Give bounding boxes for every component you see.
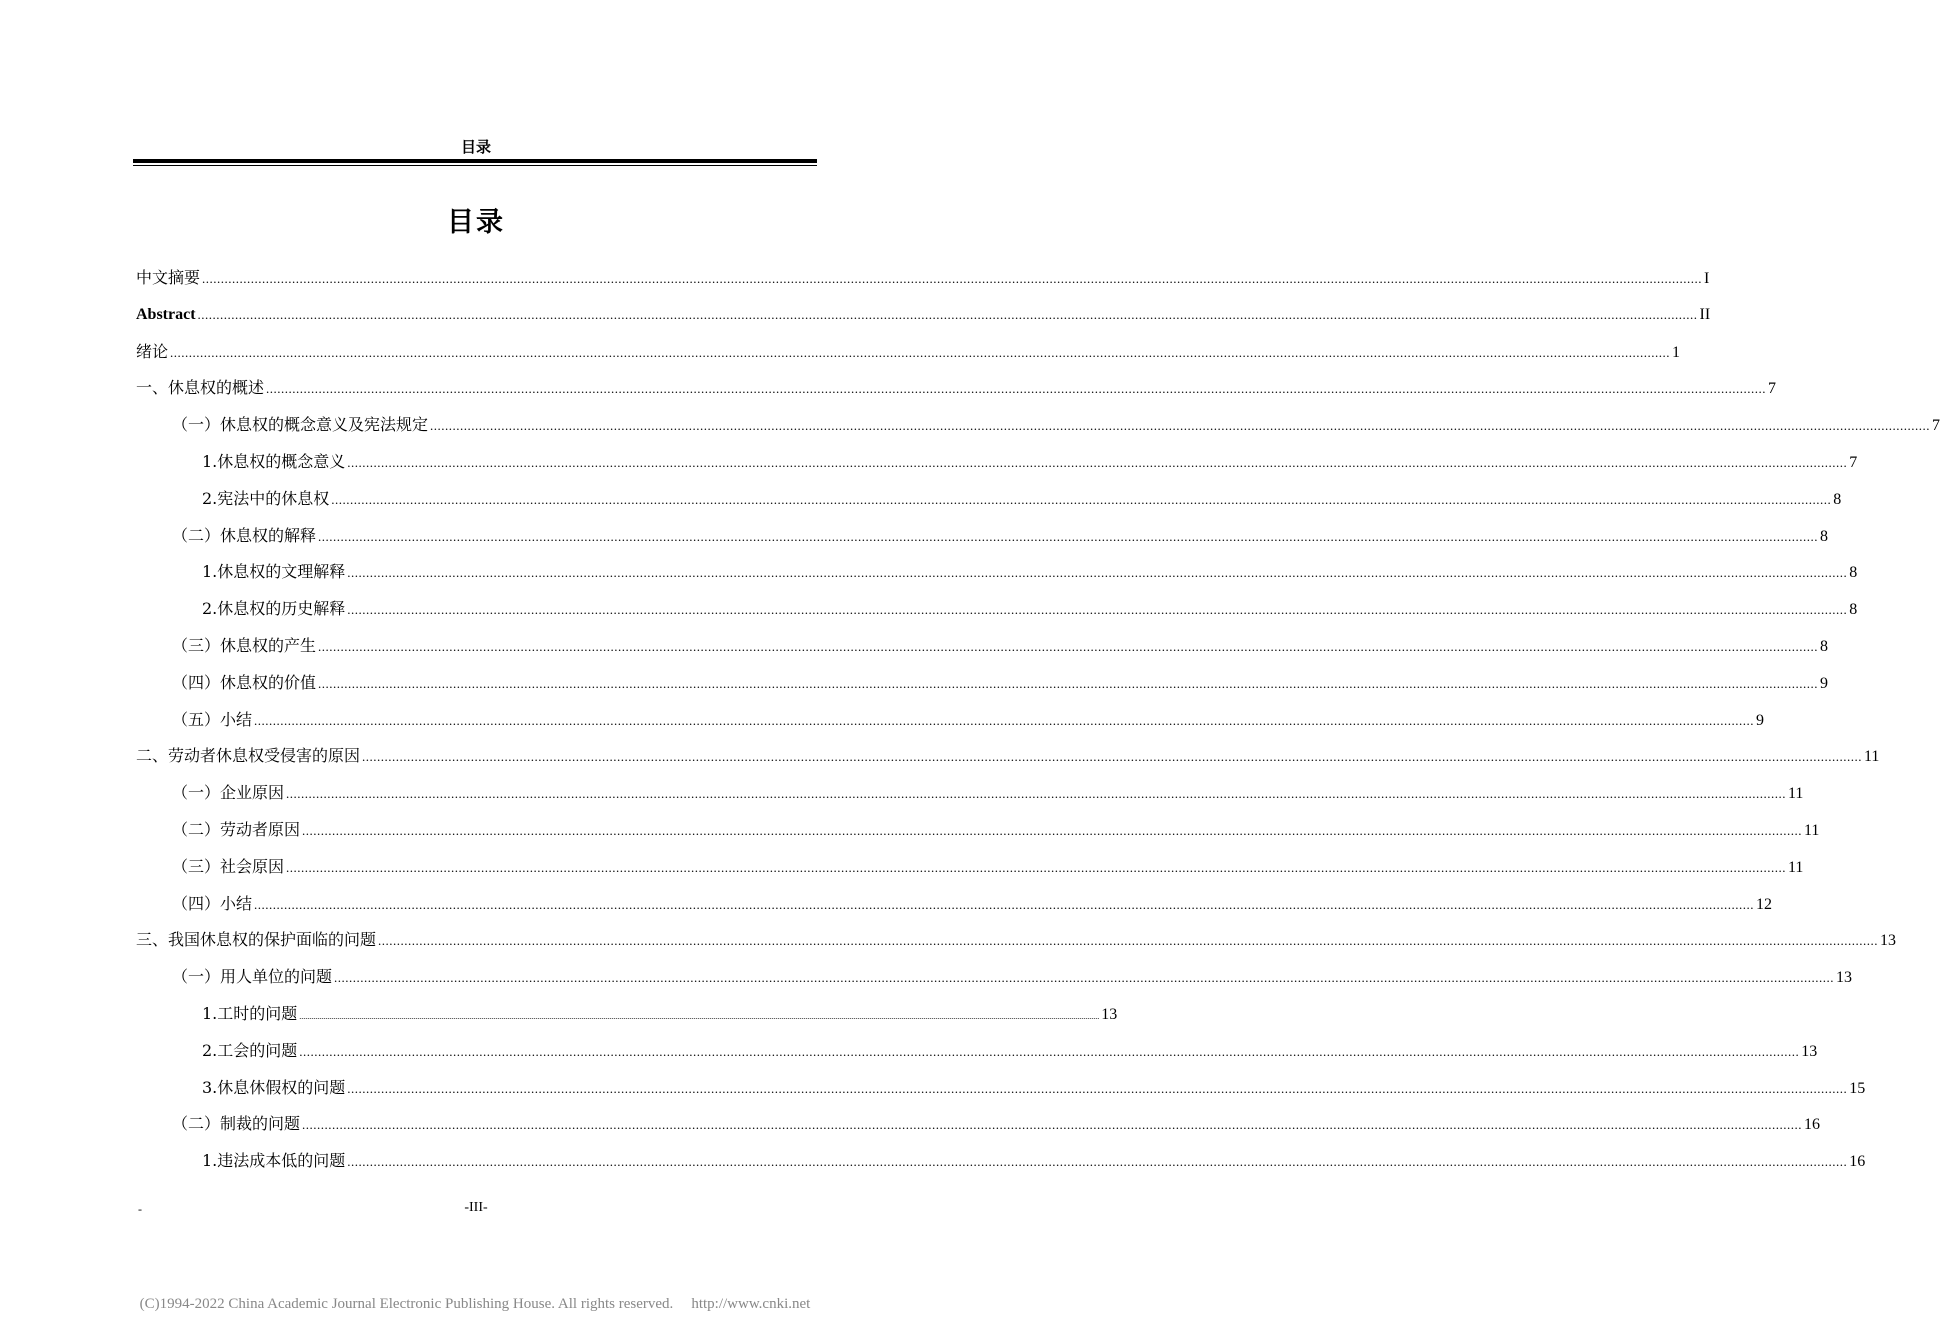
toc-dot-leader: ................................................................................................................................................................................................................................................................................................................................................................................................................ xyxy=(430,418,1931,433)
toc-entry-page: 11 xyxy=(1788,785,1804,802)
toc-entry[interactable] xyxy=(136,303,1711,327)
toc-dot-leader: ................................................................................................................................................................................................................................................................................................................................................................................................................ xyxy=(299,1012,1100,1021)
toc-entry-label: 1.休息权的文理解释 xyxy=(202,562,346,581)
toc-dot-leader: ................................................................................................................................................................................................................................................................................................................................................................................................................ xyxy=(347,602,1848,617)
toc-entry[interactable] xyxy=(202,487,1842,511)
toc-entry[interactable] xyxy=(172,1112,1821,1136)
toc-entry-page: 16 xyxy=(1804,1116,1821,1133)
toc-dot-leader: ................................................................................................................................................................................................................................................................................................................................................................................................................ xyxy=(318,639,1819,654)
toc-entry[interactable] xyxy=(172,708,1765,732)
header-rule-thin xyxy=(133,165,817,166)
toc-entry-page: 9 xyxy=(1756,712,1765,729)
copyright-notice xyxy=(0,1296,950,1313)
toc-entry-label: （一）休息权的概念意义及宪法规定 xyxy=(172,415,429,434)
toc-entry-label: （三）休息权的产生 xyxy=(172,636,317,655)
toc-entry-label: （三）社会原因 xyxy=(172,857,285,876)
toc-entry[interactable] xyxy=(136,340,1681,364)
footer-page-number: -III- xyxy=(464,1200,488,1215)
toc-entry-label: 一、休息权的概述 xyxy=(136,378,265,397)
toc-entry[interactable] xyxy=(202,597,1858,621)
toc-entry-page: 9 xyxy=(1820,675,1829,692)
toc-dot-leader: ................................................................................................................................................................................................................................................................................................................................................................................................................ xyxy=(254,897,1755,912)
toc-entry-page: I xyxy=(1704,270,1710,287)
toc-entry-page: 8 xyxy=(1833,491,1842,508)
toc-dot-leader: ................................................................................................................................................................................................................................................................................................................................................................................................................ xyxy=(347,1081,1848,1096)
toc-entry-label: Abstract xyxy=(136,306,196,323)
copyright-url[interactable]: http://www.cnki.net xyxy=(691,1296,811,1312)
footer-left-mark: - xyxy=(138,1202,142,1216)
toc-entry-label: 绪论 xyxy=(136,342,169,361)
toc-entry-label: 中文摘要 xyxy=(136,268,201,287)
toc-entry[interactable] xyxy=(136,928,1897,952)
toc-entry[interactable] xyxy=(202,1039,1818,1063)
toc-entry[interactable] xyxy=(202,1002,1118,1026)
toc-entry-label: 2.宪法中的休息权 xyxy=(202,489,330,508)
toc-entry-label: 2.休息权的历史解释 xyxy=(202,599,346,618)
toc-entry-page: 1 xyxy=(1672,344,1681,361)
toc-entry-page: 8 xyxy=(1849,601,1858,618)
toc-entry-label: （二）休息权的解释 xyxy=(172,526,317,545)
toc-entry-label: （二）劳动者原因 xyxy=(172,820,301,839)
toc-entry-page: 12 xyxy=(1756,896,1773,913)
toc-entry[interactable] xyxy=(202,450,1858,474)
toc-entry-label: （一）企业原因 xyxy=(172,783,285,802)
toc-dot-leader: ................................................................................................................................................................................................................................................................................................................................................................................................................ xyxy=(197,307,1698,322)
toc-entry[interactable] xyxy=(172,892,1773,916)
page-title: 目录 xyxy=(447,207,505,238)
toc-entry[interactable] xyxy=(172,413,1940,437)
toc-dot-leader: ................................................................................................................................................................................................................................................................................................................................................................................................................ xyxy=(302,823,1803,838)
toc-entry-page: 7 xyxy=(1932,417,1940,434)
toc-entry[interactable] xyxy=(172,781,1804,805)
toc-dot-leader: ................................................................................................................................................................................................................................................................................................................................................................................................................ xyxy=(202,271,1703,286)
toc-dot-leader: ................................................................................................................................................................................................................................................................................................................................................................................................................ xyxy=(331,492,1832,507)
toc-entry[interactable] xyxy=(136,376,1777,400)
toc-entry-page: 16 xyxy=(1849,1153,1866,1170)
toc-entry-page: 13 xyxy=(1101,1006,1118,1023)
toc-entry-page: 13 xyxy=(1880,932,1897,949)
toc-entry-label: 三、我国休息权的保护面临的问题 xyxy=(136,930,377,949)
toc-entry-label: （四）休息权的价值 xyxy=(172,673,317,692)
running-header-title: 目录 xyxy=(460,138,491,156)
toc-dot-leader: ................................................................................................................................................................................................................................................................................................................................................................................................................ xyxy=(286,786,1787,801)
toc-dot-leader: ................................................................................................................................................................................................................................................................................................................................................................................................................ xyxy=(334,970,1835,985)
toc-dot-leader: ................................................................................................................................................................................................................................................................................................................................................................................................................ xyxy=(299,1044,1800,1059)
toc-entry-label: 1.工时的问题 xyxy=(202,1004,298,1023)
toc-dot-leader: ................................................................................................................................................................................................................................................................................................................................................................................................................ xyxy=(347,565,1848,580)
toc-entry-page: 7 xyxy=(1768,380,1777,397)
toc-entry[interactable] xyxy=(136,266,1710,290)
toc-entry-label: 1.违法成本低的问题 xyxy=(202,1151,346,1170)
toc-entry-label: （一）用人单位的问题 xyxy=(172,967,333,986)
toc-entry-page: 13 xyxy=(1801,1043,1818,1060)
toc-entry-label: 2.工会的问题 xyxy=(202,1041,298,1060)
toc-entry-label: （四）小结 xyxy=(172,894,253,913)
header-rule-thick xyxy=(133,159,817,163)
toc-entry-label: （二）制裁的问题 xyxy=(172,1114,301,1133)
toc-entry[interactable] xyxy=(172,524,1829,548)
toc-entry[interactable] xyxy=(172,855,1804,879)
toc-dot-leader: ................................................................................................................................................................................................................................................................................................................................................................................................................ xyxy=(347,1154,1848,1169)
toc-dot-leader: ................................................................................................................................................................................................................................................................................................................................................................................................................ xyxy=(362,749,1863,764)
toc-entry-page: 11 xyxy=(1864,748,1880,765)
toc-dot-leader: ................................................................................................................................................................................................................................................................................................................................................................................................................ xyxy=(318,529,1819,544)
toc-dot-leader: ................................................................................................................................................................................................................................................................................................................................................................................................................ xyxy=(254,713,1755,728)
toc-entry[interactable] xyxy=(202,1149,1866,1173)
toc-entry-page: 8 xyxy=(1849,564,1858,581)
toc-entry[interactable] xyxy=(172,634,1829,658)
toc-entry[interactable] xyxy=(136,744,1880,768)
toc-dot-leader: ................................................................................................................................................................................................................................................................................................................................................................................................................ xyxy=(170,345,1671,360)
toc-dot-leader: ................................................................................................................................................................................................................................................................................................................................................................................................................ xyxy=(318,676,1819,691)
toc-entry-page: 8 xyxy=(1820,638,1829,655)
toc-entry[interactable] xyxy=(202,560,1858,584)
toc-entry-page: 7 xyxy=(1849,454,1858,471)
toc-entry[interactable] xyxy=(172,818,1820,842)
toc-entry-page: II xyxy=(1699,306,1711,323)
toc-entry-page: 11 xyxy=(1788,859,1804,876)
toc-entry-label: 3.休息休假权的问题 xyxy=(202,1078,346,1097)
toc-entry[interactable] xyxy=(202,1076,1866,1100)
toc-dot-leader: ................................................................................................................................................................................................................................................................................................................................................................................................................ xyxy=(378,933,1879,948)
toc-entry-label: 二、劳动者休息权受侵害的原因 xyxy=(136,746,361,765)
toc-entry[interactable] xyxy=(172,965,1853,989)
toc-entry[interactable] xyxy=(172,671,1829,695)
toc-entry-page: 15 xyxy=(1849,1080,1866,1097)
toc-dot-leader: ................................................................................................................................................................................................................................................................................................................................................................................................................ xyxy=(302,1117,1803,1132)
toc-dot-leader: ................................................................................................................................................................................................................................................................................................................................................................................................................ xyxy=(266,381,1767,396)
toc-entry-page: 11 xyxy=(1804,822,1820,839)
toc-entry-page: 8 xyxy=(1820,528,1829,545)
toc-entry-label: （五）小结 xyxy=(172,710,253,729)
copyright-text: (C)1994-2022 China Academic Journal Electronic Publishing House. All rights reserved. xyxy=(139,1296,674,1312)
toc-entry-label: 1.休息权的概念意义 xyxy=(202,452,346,471)
toc-dot-leader: ................................................................................................................................................................................................................................................................................................................................................................................................................ xyxy=(347,455,1848,470)
toc-entry-page: 13 xyxy=(1836,969,1853,986)
toc-dot-leader: ................................................................................................................................................................................................................................................................................................................................................................................................................ xyxy=(286,860,1787,875)
